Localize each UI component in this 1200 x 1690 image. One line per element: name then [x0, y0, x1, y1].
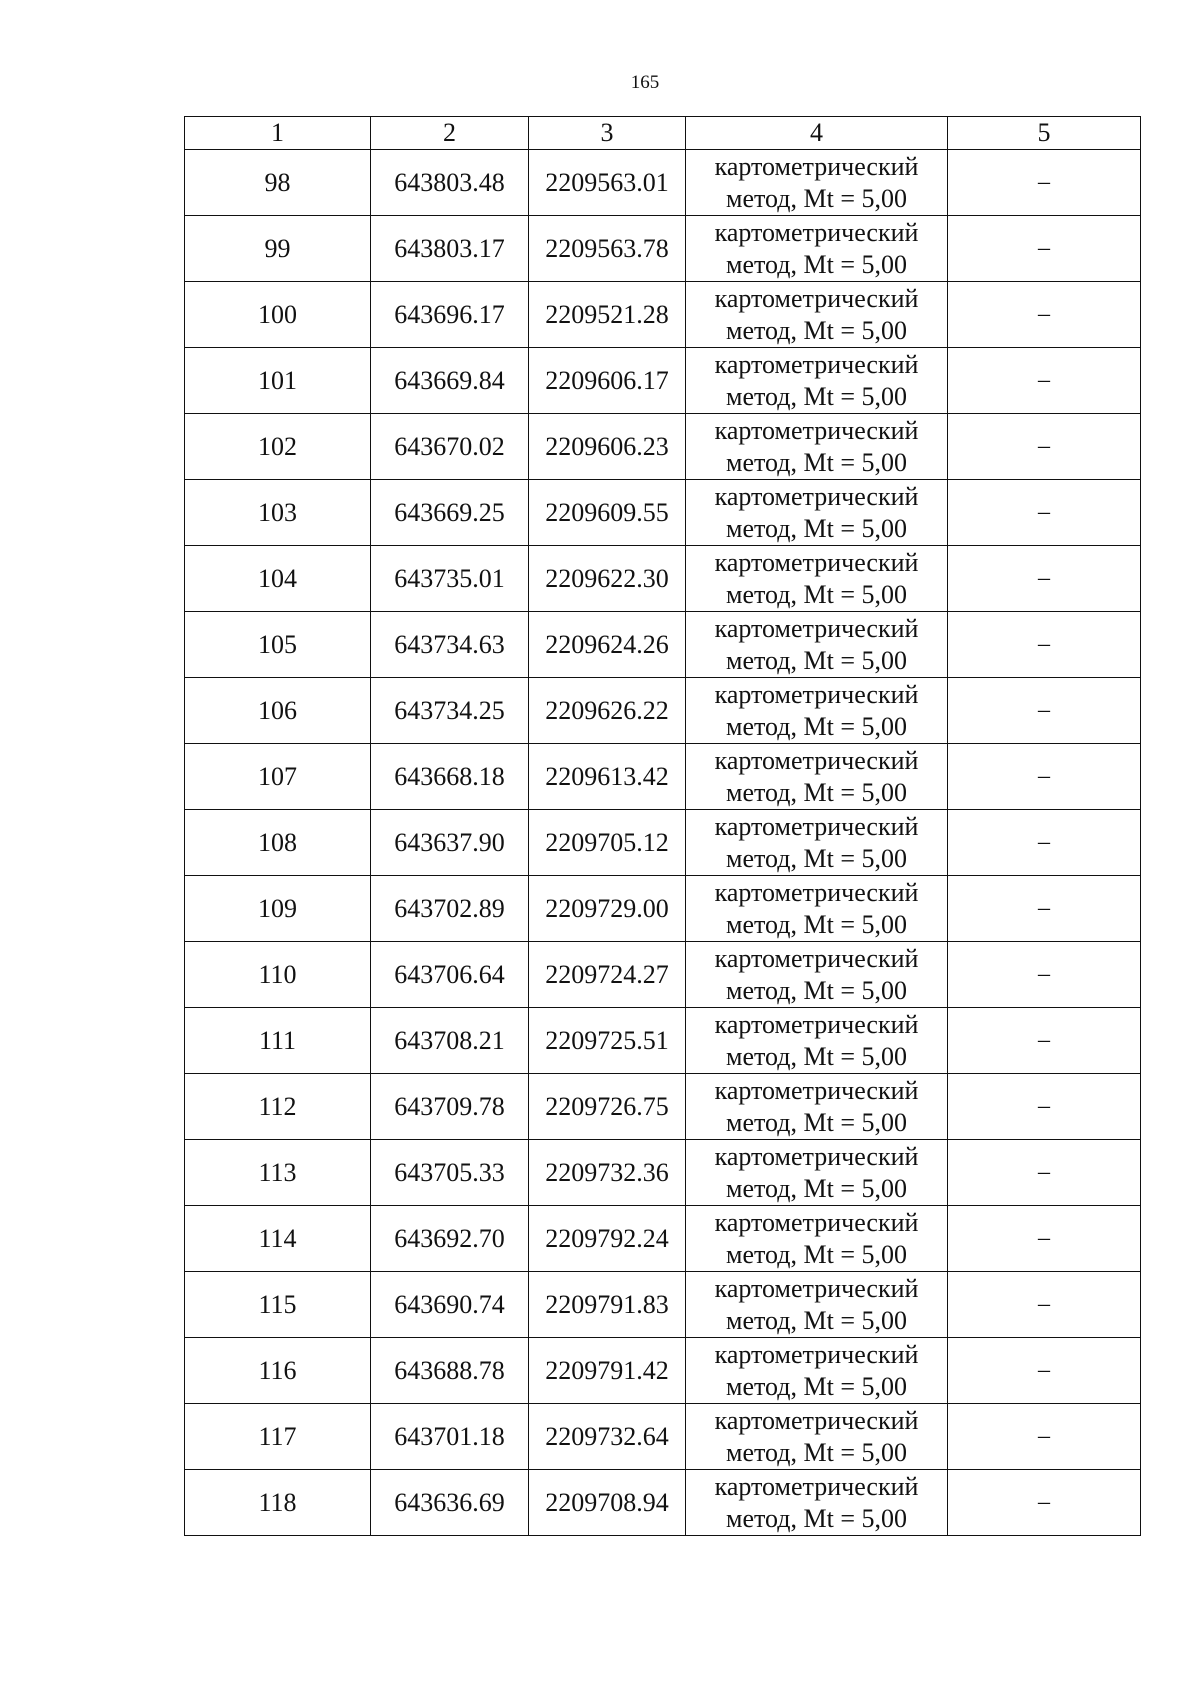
column-5-cell: – [948, 612, 1141, 678]
method-line-1: картометрический [714, 943, 919, 973]
table-row [185, 1338, 1141, 1404]
method-cell [686, 414, 948, 480]
method-line-1: картометрический [714, 217, 919, 247]
page-number: 165 [630, 72, 660, 93]
method-line-1: картометрический [714, 1141, 919, 1171]
table-row [185, 1008, 1141, 1074]
x-coordinate-cell: 643669.25 [371, 480, 529, 546]
method-cell [686, 150, 948, 216]
y-coordinate-cell: 2209606.17 [529, 348, 686, 414]
method-line-2: метод, Mt = 5,00 [726, 1239, 907, 1269]
y-coordinate-cell: 2209624.26 [529, 612, 686, 678]
x-coordinate-cell: 643803.48 [371, 150, 529, 216]
method-cell [686, 678, 948, 744]
table-row [185, 150, 1141, 216]
column-5-cell: – [948, 1074, 1141, 1140]
method-cell [686, 810, 948, 876]
method-line-2: метод, Mt = 5,00 [726, 249, 907, 279]
point-number-cell: 118 [185, 1470, 371, 1536]
point-number-cell: 117 [185, 1404, 371, 1470]
column-header-4: 4 [686, 117, 948, 150]
x-coordinate-cell: 643696.17 [371, 282, 529, 348]
x-coordinate-cell: 643670.02 [371, 414, 529, 480]
y-coordinate-cell: 2209732.64 [529, 1404, 686, 1470]
method-cell [686, 1470, 948, 1536]
method-line-1: картометрический [714, 283, 919, 313]
method-line-2: метод, Mt = 5,00 [726, 579, 907, 609]
table-row [185, 1272, 1141, 1338]
y-coordinate-cell: 2209729.00 [529, 876, 686, 942]
method-cell [686, 744, 948, 810]
method-line-2: метод, Mt = 5,00 [726, 447, 907, 477]
table-row [185, 612, 1141, 678]
method-line-2: метод, Mt = 5,00 [726, 315, 907, 345]
method-line-1: картометрический [714, 1471, 919, 1501]
method-line-2: метод, Mt = 5,00 [726, 777, 907, 807]
method-line-1: картометрический [714, 1405, 919, 1435]
point-number-cell: 104 [185, 546, 371, 612]
method-cell [686, 1140, 948, 1206]
method-cell [686, 216, 948, 282]
method-line-1: картометрический [714, 481, 919, 511]
point-number-cell: 102 [185, 414, 371, 480]
column-5-cell: – [948, 744, 1141, 810]
column-5-cell: – [948, 942, 1141, 1008]
method-cell [686, 1404, 948, 1470]
point-number-cell: 113 [185, 1140, 371, 1206]
table-row [185, 216, 1141, 282]
x-coordinate-cell: 643688.78 [371, 1338, 529, 1404]
y-coordinate-cell: 2209732.36 [529, 1140, 686, 1206]
table-row [185, 744, 1141, 810]
x-coordinate-cell: 643692.70 [371, 1206, 529, 1272]
method-line-1: картометрический [714, 151, 919, 181]
x-coordinate-cell: 643637.90 [371, 810, 529, 876]
column-header-5: 5 [948, 117, 1141, 150]
y-coordinate-cell: 2209726.75 [529, 1074, 686, 1140]
y-coordinate-cell: 2209792.24 [529, 1206, 686, 1272]
table-row [185, 1074, 1141, 1140]
column-5-cell: – [948, 1140, 1141, 1206]
method-line-1: картометрический [714, 613, 919, 643]
y-coordinate-cell: 2209521.28 [529, 282, 686, 348]
point-number-cell: 114 [185, 1206, 371, 1272]
point-number-cell: 111 [185, 1008, 371, 1074]
method-cell [686, 1338, 948, 1404]
method-line-2: метод, Mt = 5,00 [726, 381, 907, 411]
method-line-1: картометрический [714, 349, 919, 379]
method-line-2: метод, Mt = 5,00 [726, 1371, 907, 1401]
point-number-cell: 115 [185, 1272, 371, 1338]
column-5-cell: – [948, 216, 1141, 282]
table-row [185, 1206, 1141, 1272]
table-row [185, 1140, 1141, 1206]
column-5-cell: – [948, 1470, 1141, 1536]
table-row [185, 1404, 1141, 1470]
method-line-2: метод, Mt = 5,00 [726, 1503, 907, 1533]
point-number-cell: 116 [185, 1338, 371, 1404]
method-line-1: картометрический [714, 1273, 919, 1303]
x-coordinate-cell: 643734.25 [371, 678, 529, 744]
point-number-cell: 101 [185, 348, 371, 414]
method-cell [686, 282, 948, 348]
point-number-cell: 108 [185, 810, 371, 876]
column-5-cell: – [948, 1338, 1141, 1404]
method-line-1: картометрический [714, 1339, 919, 1369]
x-coordinate-cell: 643701.18 [371, 1404, 529, 1470]
table-row [185, 678, 1141, 744]
table-row [185, 942, 1141, 1008]
method-line-2: метод, Mt = 5,00 [726, 975, 907, 1005]
point-number-cell: 107 [185, 744, 371, 810]
method-cell [686, 612, 948, 678]
method-line-2: метод, Mt = 5,00 [726, 711, 907, 741]
point-number-cell: 112 [185, 1074, 371, 1140]
method-line-1: картометрический [714, 679, 919, 709]
table-header-row [185, 117, 1141, 150]
y-coordinate-cell: 2209563.78 [529, 216, 686, 282]
table-row [185, 282, 1141, 348]
method-cell [686, 348, 948, 414]
method-cell [686, 1074, 948, 1140]
x-coordinate-cell: 643709.78 [371, 1074, 529, 1140]
column-5-cell: – [948, 810, 1141, 876]
method-line-2: метод, Mt = 5,00 [726, 1437, 907, 1467]
column-5-cell: – [948, 1008, 1141, 1074]
method-line-1: картометрический [714, 1207, 919, 1237]
column-5-cell: – [948, 678, 1141, 744]
table-row [185, 348, 1141, 414]
column-5-cell: – [948, 876, 1141, 942]
x-coordinate-cell: 643668.18 [371, 744, 529, 810]
method-line-1: картометрический [714, 811, 919, 841]
method-cell [686, 1206, 948, 1272]
table-row [185, 546, 1141, 612]
column-5-cell: – [948, 546, 1141, 612]
x-coordinate-cell: 643636.69 [371, 1470, 529, 1536]
table-row [185, 414, 1141, 480]
method-line-1: картометрический [714, 415, 919, 445]
point-number-cell: 98 [185, 150, 371, 216]
method-cell [686, 1272, 948, 1338]
x-coordinate-cell: 643803.17 [371, 216, 529, 282]
method-line-1: картометрический [714, 745, 919, 775]
method-line-1: картометрический [714, 1009, 919, 1039]
method-cell [686, 942, 948, 1008]
y-coordinate-cell: 2209791.42 [529, 1338, 686, 1404]
y-coordinate-cell: 2209606.23 [529, 414, 686, 480]
table-row [185, 480, 1141, 546]
method-line-1: картометрический [714, 877, 919, 907]
y-coordinate-cell: 2209563.01 [529, 150, 686, 216]
column-5-cell: – [948, 1206, 1141, 1272]
column-5-cell: – [948, 150, 1141, 216]
method-line-1: картометрический [714, 1075, 919, 1105]
point-number-cell: 103 [185, 480, 371, 546]
method-cell [686, 876, 948, 942]
point-number-cell: 100 [185, 282, 371, 348]
point-number-cell: 110 [185, 942, 371, 1008]
method-line-2: метод, Mt = 5,00 [726, 843, 907, 873]
y-coordinate-cell: 2209705.12 [529, 810, 686, 876]
method-cell [686, 1008, 948, 1074]
point-number-cell: 109 [185, 876, 371, 942]
table-row [185, 876, 1141, 942]
x-coordinate-cell: 643690.74 [371, 1272, 529, 1338]
method-line-1: картометрический [714, 547, 919, 577]
column-header-1: 1 [185, 117, 371, 150]
method-line-2: метод, Mt = 5,00 [726, 1305, 907, 1335]
method-line-2: метод, Mt = 5,00 [726, 1107, 907, 1137]
y-coordinate-cell: 2209791.83 [529, 1272, 686, 1338]
y-coordinate-cell: 2209724.27 [529, 942, 686, 1008]
y-coordinate-cell: 2209725.51 [529, 1008, 686, 1074]
method-cell [686, 480, 948, 546]
y-coordinate-cell: 2209609.55 [529, 480, 686, 546]
method-cell [686, 546, 948, 612]
column-5-cell: – [948, 1404, 1141, 1470]
method-line-2: метод, Mt = 5,00 [726, 1173, 907, 1203]
x-coordinate-cell: 643734.63 [371, 612, 529, 678]
table-row [185, 1470, 1141, 1536]
y-coordinate-cell: 2209626.22 [529, 678, 686, 744]
column-5-cell: – [948, 282, 1141, 348]
point-number-cell: 105 [185, 612, 371, 678]
x-coordinate-cell: 643705.33 [371, 1140, 529, 1206]
x-coordinate-cell: 643735.01 [371, 546, 529, 612]
coordinates-table [184, 116, 1141, 1536]
method-line-2: метод, Mt = 5,00 [726, 183, 907, 213]
y-coordinate-cell: 2209622.30 [529, 546, 686, 612]
x-coordinate-cell: 643669.84 [371, 348, 529, 414]
method-line-2: метод, Mt = 5,00 [726, 645, 907, 675]
column-5-cell: – [948, 414, 1141, 480]
table-row [185, 810, 1141, 876]
x-coordinate-cell: 643706.64 [371, 942, 529, 1008]
method-line-2: метод, Mt = 5,00 [726, 1041, 907, 1071]
column-header-3: 3 [529, 117, 686, 150]
table-body [185, 117, 1141, 1536]
method-line-2: метод, Mt = 5,00 [726, 513, 907, 543]
column-5-cell: – [948, 480, 1141, 546]
y-coordinate-cell: 2209613.42 [529, 744, 686, 810]
y-coordinate-cell: 2209708.94 [529, 1470, 686, 1536]
column-5-cell: – [948, 348, 1141, 414]
column-5-cell: – [948, 1272, 1141, 1338]
method-line-2: метод, Mt = 5,00 [726, 909, 907, 939]
x-coordinate-cell: 643702.89 [371, 876, 529, 942]
point-number-cell: 99 [185, 216, 371, 282]
column-header-2: 2 [371, 117, 529, 150]
x-coordinate-cell: 643708.21 [371, 1008, 529, 1074]
point-number-cell: 106 [185, 678, 371, 744]
